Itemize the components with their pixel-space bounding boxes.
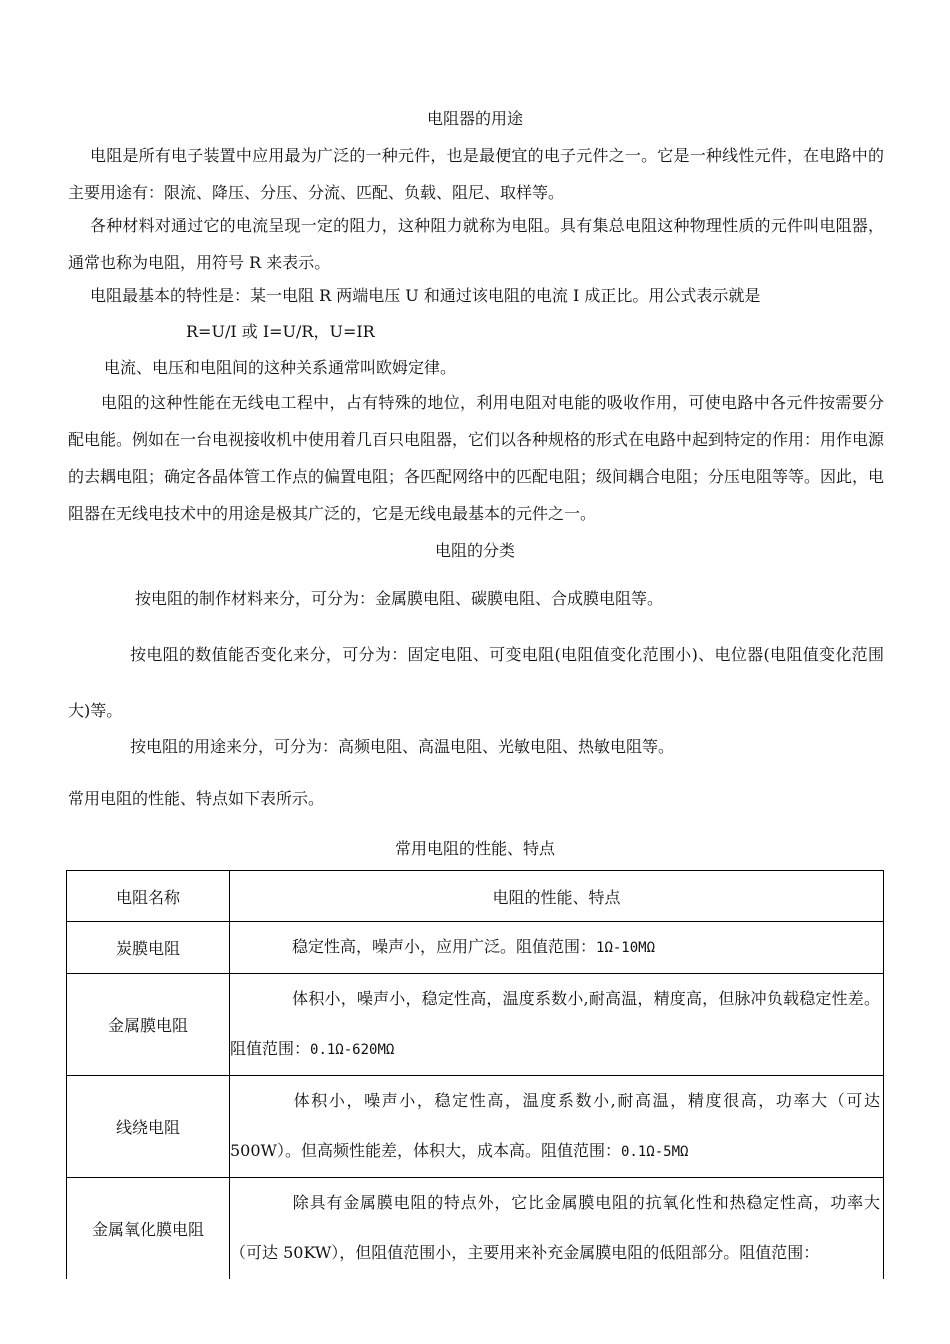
paragraph-application: 电阻的这种性能在无线电工程中，占有特殊的地位，利用电阻对电能的吸收作用，可使电路中各元件按需要分配电能。例如在一台电视接收机中使用着几百只电阻器，它们以各种规格的形式在电路中起到特定的作用：用作电源的去耦电阻；确定各晶体管工作点的偏置电阻；各匹配网络中的匹配电阻；级间耦合电阻；分压电阻等等。因此，电阻器在无线电技术中的用途是极其广泛的，它是无线电最基本的元件之一。 — [68, 393, 885, 523]
table-intro: 常用电阻的性能、特点如下表所示。 — [68, 789, 325, 808]
table-row — [67, 1178, 884, 1280]
resistor-name: 金属膜电阻 — [67, 974, 230, 1076]
paragraph-intro: 电阻是所有电子装置中应用最为广泛的一种元件，也是最便宜的电子元件之一。它是一种线性元件，在电路中的主要用途有：限流、降压、分压、分流、匹配、负载、阻尼、取样等。 — [68, 146, 884, 202]
table-title: 常用电阻的性能、特点 — [394, 839, 555, 858]
formula: R=U/I 或 I=U/R，U=IR — [186, 322, 375, 341]
resistor-table — [66, 870, 884, 1279]
page-title: 电阻器的用途 — [426, 109, 523, 128]
classification-usage: 按电阻的用途来分，可分为：高频电阻、高温电阻、光敏电阻、热敏电阻等。 — [130, 737, 675, 756]
table-row — [67, 974, 884, 1076]
resistor-name: 金属氧化膜电阻 — [67, 1178, 230, 1280]
resistor-desc: 体积小，噪声小，稳定性高，温度系数小,耐高温，精度高，但脉冲负载稳定性差。阻值范围：0.1Ω-620MΩ — [230, 974, 884, 1076]
paragraph-definition: 各种材料对通过它的电流呈现一定的阻力，这种阻力就称为电阻。具有集总电阻这种物理性质的元件叫电阻器，通常也称为电阻，用符号 R 来表示。 — [68, 216, 884, 272]
table-row — [67, 1076, 884, 1178]
classification-material: 按电阻的制作材料来分，可分为：金属膜电阻、碳膜电阻、合成膜电阻等。 — [135, 589, 664, 608]
header-desc: 电阻的性能、特点 — [230, 871, 884, 922]
table-row — [67, 922, 884, 974]
resistor-desc: 除具有金属膜电阻的特点外，它比金属膜电阻的抗氧化性和热稳定性高，功率大（可达 50KW），但阻值范围小，主要用来补充金属膜电阻的低阻部分。阻值范围： — [230, 1178, 884, 1280]
classification-variability: 按电阻的数值能否变化来分，可分为：固定电阻、可变电阻(电阻值变化范围小)、电位器(电阻值变化范围大)等。 — [68, 645, 884, 720]
resistor-desc: 稳定性高，噪声小，应用广泛。阻值范围：1Ω-10MΩ — [230, 922, 884, 974]
resistor-name: 炭膜电阻 — [67, 922, 230, 974]
paragraph-characteristic: 电阻最基本的特性是：某一电阻 R 两端电压 U 和通过该电阻的电流 I 成正比。用公式表示就是 — [90, 286, 761, 305]
section-title: 电阻的分类 — [434, 541, 515, 560]
resistor-name: 线绕电阻 — [67, 1076, 230, 1178]
resistor-desc: 体积小，噪声小，稳定性高，温度系数小,耐高温，精度很高，功率大（可达500W）。但高频性能差，体积大，成本高。阻值范围：0.1Ω-5MΩ — [230, 1076, 884, 1178]
paragraph-ohms-law: 电流、电压和电阻间的这种关系通常叫欧姆定律。 — [104, 358, 457, 377]
header-name: 电阻名称 — [67, 871, 230, 922]
table-header-row — [67, 871, 884, 922]
